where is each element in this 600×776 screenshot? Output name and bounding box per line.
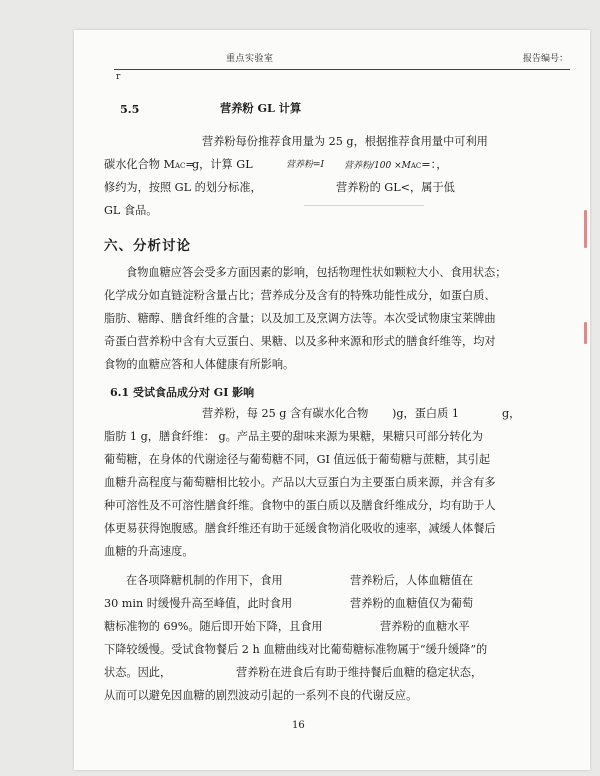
s61-p1-first-a: 营养粉，每 25 g 含有碳水化合物 — [202, 407, 369, 420]
s61-p2-line-5b: 营养粉在进食后有助于维持餐后血糖的稳定状态， — [236, 666, 483, 679]
header-rule — [114, 69, 570, 70]
s55-line-2-text: 碳水化合物 M — [104, 158, 175, 171]
s61-p2-line-5a: 状态。因此， — [104, 666, 172, 679]
scan-smudge — [304, 205, 424, 206]
document-page — [74, 30, 590, 770]
s61-p1-line-6: 血糖的升高速度。 — [104, 545, 194, 558]
header-report-number: 报告编号： — [522, 54, 568, 64]
s6-para-line-4: 奇蛋白营养粉中含有大豆蛋白、果糖、以及多种来源和形式的膳食纤维等，均对 — [104, 335, 496, 348]
s61-p2-line-3a: 糖标准物的 69%。随后即开始下降，且食用 — [104, 620, 323, 633]
s61-p1-line-4: 种可溶性及不可溶性膳食纤维。食物中的蛋白质以及膳食纤维成分，均有助于人 — [104, 499, 496, 512]
page-header — [74, 30, 590, 82]
s55-line-2-tail: =：， — [421, 158, 448, 171]
s61-p2-line-4: 下降较缓慢。受试食物餐后 2 h 血糖曲线对比葡萄糖标准物属于“缓升缓降”的 — [104, 643, 488, 656]
s55-line-1: 营养粉每份推荐食用量为 25 g，根据推荐食用量中可利用 — [202, 135, 488, 148]
s55-line-2-mid: g，计算 GL — [192, 158, 253, 171]
s61-p1-line-3: 血糖升高程度与葡萄糖相比较小。产品以大豆蛋白为主要蛋白质来源，并含有多 — [104, 476, 496, 489]
s61-p2-line-1a: 在各项降糖机制的作用下，食用 — [126, 574, 283, 587]
header-lab-name: 重点实验室 — [226, 54, 274, 64]
s55-sub-ac-2: AC — [410, 162, 422, 170]
section-6-1-title: 6.1 受试食品成分对 GI 影响 — [110, 386, 255, 399]
page-number: 16 — [292, 720, 305, 731]
s61-p1-line-1: 脂肪 1 g，膳食纤维： g。产品主要的甜味来源为果糖，果糖只可部分转化为 — [104, 430, 483, 443]
s61-p2-line-1b: 营养粉后，人体血糖值在 — [350, 574, 474, 587]
section-5-5-title: 营养粉 GL 计算 — [220, 101, 302, 115]
s6-para-line-1: 食物血糖应答会受多方面因素的影响，包括物理性状如颗粒大小、食用状态； — [126, 266, 507, 279]
s61-p2-line-2b: 营养粉的血糖值仅为葡萄 — [350, 597, 474, 610]
s55-line-3: 修约为，按照 GL 的划分标准， — [104, 181, 262, 194]
section-6-title: 六、分析讨论 — [104, 238, 191, 254]
s55-line-4: GL 食品。 — [104, 204, 158, 217]
s55-formula-tail: 营养粉/100 ×M — [344, 161, 411, 171]
scan-red-mark — [584, 210, 587, 248]
s55-line-3-tail: 营养粉的 GL<，属于低 — [336, 181, 455, 194]
scan-red-mark — [584, 322, 587, 344]
s6-para-line-5: 食物的血糖应答和人体健康有所影响。 — [104, 358, 295, 371]
s6-para-line-2: 化学成分如直链淀粉含量占比；营养成分及含有的特殊功能性成分，如蛋白质、 — [104, 289, 496, 302]
s61-p1-line-5: 体更易获得饱腹感。膳食纤维还有助于延缓食物消化吸收的速率，减缓人体餐后 — [104, 522, 496, 535]
s61-p1-line-2: 葡萄糖，在身体的代谢途径与葡萄糖不同，GI 值远低于葡萄糖与蔗糖，其引起 — [104, 453, 491, 466]
s61-p2-line-3b: 营养粉的血糖水平 — [380, 620, 470, 633]
s55-formula-left: 营养粉=I — [286, 160, 325, 170]
s6-para-line-3: 脂肪、糖醇、膳食纤维的含量；以及加工及烹调方法等。本次受试物康宝莱牌曲 — [104, 312, 496, 325]
s61-p1-first-b: )g，蛋白质 1 — [392, 407, 459, 420]
s61-p1-first-c: g， — [502, 407, 521, 420]
s55-sub-ac-1: AC — [174, 162, 186, 170]
s55-eq: = — [185, 158, 195, 171]
header-mark: r — [116, 72, 121, 82]
section-5-5-number: 5.5 — [120, 102, 140, 116]
s55-line-2 — [104, 158, 195, 173]
s61-p2-line-2a: 30 min 时缓慢升高至峰值，此时食用 — [104, 597, 293, 610]
s61-p2-line-6: 从而可以避免因血糖的剧烈波动引起的一系列不良的代谢反应。 — [104, 689, 418, 702]
s55-formula-right — [344, 158, 447, 173]
